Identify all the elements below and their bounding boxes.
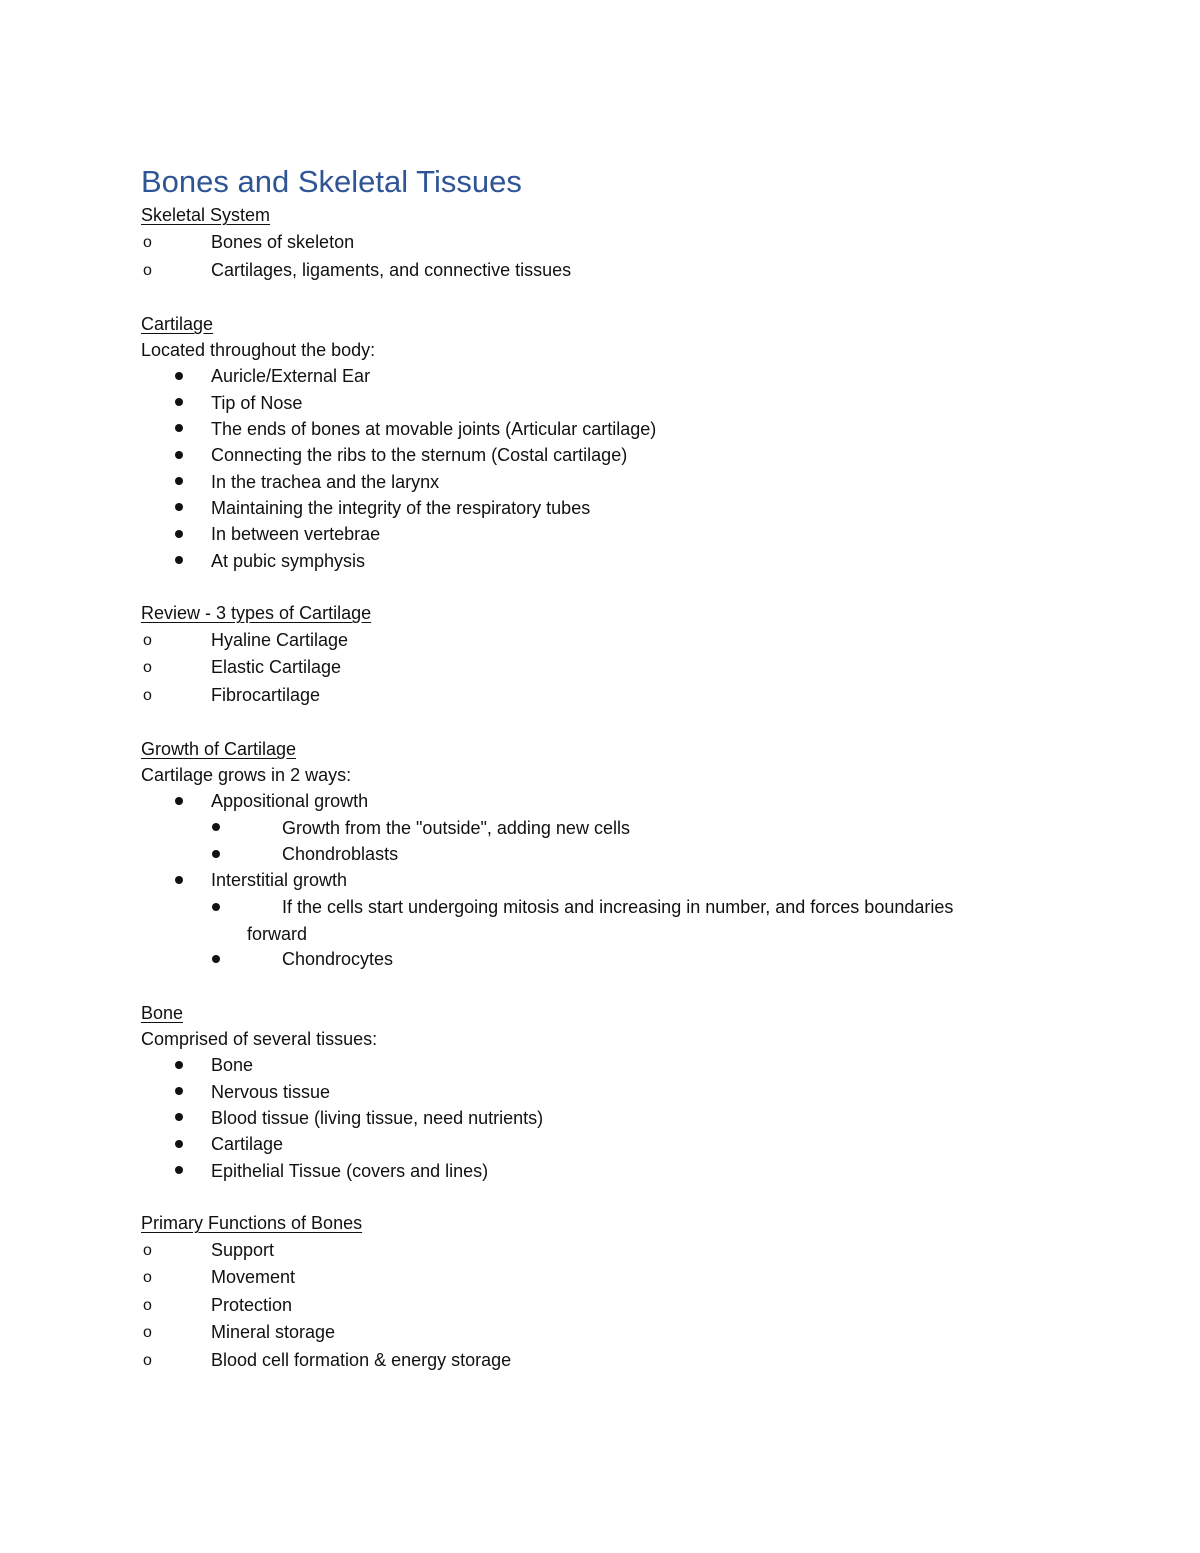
list-item: Tip of Nose [211,393,303,413]
list-item: In the trachea and the larynx [211,472,440,492]
list-item: Epithelial Tissue (covers and lines) [211,1161,489,1181]
list-marker: o [143,1242,152,1259]
list-item: Auricle/External Ear [211,366,371,386]
list-item: Fibrocartilage [211,685,321,705]
sub-list-item: Chondrocytes [282,949,394,969]
bullet-dot [175,876,183,884]
list-item: Cartilages, ligaments, and connective tissues [211,260,572,280]
list-item: Bone [211,1055,254,1075]
list-item: Movement [211,1267,296,1287]
list-marker: o [143,1324,152,1341]
section-intro: Cartilage grows in 2 ways: [141,765,352,785]
bullet-dot [175,1166,183,1174]
bullet-dot [175,530,183,538]
section-intro: Comprised of several tissues: [141,1029,378,1049]
list-item: Maintaining the integrity of the respiratory tubes [211,498,591,518]
bullet-dot [175,503,183,511]
bullet-dot [212,850,220,858]
list-item: Hyaline Cartilage [211,630,349,650]
bullet-dot [175,797,183,805]
list-marker: o [143,1297,152,1314]
list-marker: o [143,1269,152,1286]
bullet-dot [175,451,183,459]
sub-list-item: Chondroblasts [282,844,399,864]
list-item: Support [211,1240,275,1260]
list-item: Elastic Cartilage [211,657,342,677]
bullet-dot [175,1113,183,1121]
bullet-dot [175,398,183,406]
list-marker: o [143,262,152,279]
list-item: Blood tissue (living tissue, need nutrients) [211,1108,544,1128]
bullet-dot [175,477,183,485]
bullet-dot [175,1061,183,1069]
bullet-dot [175,1140,183,1148]
section-heading-primary-functions: Primary Functions of Bones [141,1213,363,1233]
section-heading-growth-of-cartilage: Growth of Cartilage [141,739,297,759]
list-marker: o [143,632,152,649]
bullet-dot [175,556,183,564]
list-item: Connecting the ribs to the sternum (Costal cartilage) [211,445,628,465]
list-item: Appositional growth [211,791,369,811]
list-item: At pubic symphysis [211,551,366,571]
list-item: Protection [211,1295,293,1315]
list-marker: o [143,687,152,704]
bullet-dot [175,1087,183,1095]
list-item: Mineral storage [211,1322,336,1342]
bullet-dot [175,424,183,432]
document-title: Bones and Skeletal Tissues [141,164,522,199]
list-item: Bones of skeleton [211,232,355,252]
section-heading-cartilage: Cartilage [141,314,214,334]
bullet-dot [212,823,220,831]
list-item: Blood cell formation & energy storage [211,1350,512,1370]
list-item: Cartilage [211,1134,284,1154]
section-heading-cartilage-types: Review - 3 types of Cartilage [141,603,372,623]
sub-list-item: If the cells start undergoing mitosis and increasing in number, and forces boundaries [282,897,954,917]
list-item: Interstitial growth [211,870,348,890]
section-heading-skeletal-system: Skeletal System [141,205,271,225]
bullet-dot [175,372,183,380]
bullet-dot [212,955,220,963]
bullet-dot [212,903,220,911]
sub-list-item-continuation: forward [247,924,308,944]
sub-list-item: Growth from the "outside", adding new cells [282,818,630,838]
list-item: Nervous tissue [211,1082,331,1102]
section-intro: Located throughout the body: [141,340,376,360]
list-item: The ends of bones at movable joints (Articular cartilage) [211,419,657,439]
section-heading-bone: Bone [141,1003,184,1023]
list-marker: o [143,234,152,251]
list-item: In between vertebrae [211,524,381,544]
list-marker: o [143,659,152,676]
list-marker: o [143,1352,152,1369]
